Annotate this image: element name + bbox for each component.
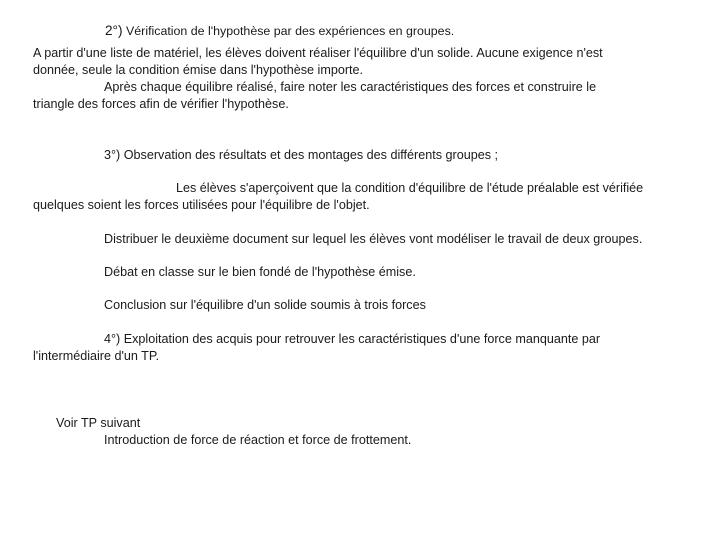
voir-tp-suivant: Voir TP suivant	[56, 416, 141, 430]
introduction-forces: Introduction de force de réaction et force de frottement.	[104, 433, 412, 447]
section-3-paragraph-3: Débat en classe sur le bien fondé de l'hypothèse émise.	[104, 265, 416, 279]
section-3-paragraph-4: Conclusion sur l'équilibre d'un solide soumis à trois forces	[104, 298, 426, 312]
section-2-paragraph-2-line-2: triangle des forces afin de vérifier l'hypothèse.	[33, 97, 289, 111]
section-2-paragraph-1-line-2: donnée, seule la condition émise dans l'hypothèse importe.	[33, 63, 364, 77]
section-3-paragraph-1-line-2: quelques soient les forces utilisées pour l'équilibre de l'objet.	[33, 198, 370, 212]
section-2-paragraph-2-line-1: Après chaque équilibre réalisé, faire noter les caractéristiques des forces et construire le	[104, 80, 597, 94]
section-3-paragraph-2: Distribuer le deuxième document sur lequel les élèves vont modéliser le travail de deux groupes.	[104, 232, 643, 246]
section-4-heading-line-2: l'intermédiaire d'un TP.	[33, 349, 160, 363]
section-3-heading: 3°) Observation des résultats et des montages des différents groupes ;	[104, 148, 499, 162]
section-3-paragraph-1-line-1: Les élèves s'aperçoivent que la condition d'équilibre de l'étude préalable est vérifiée	[176, 181, 644, 195]
section-2-heading	[105, 23, 454, 40]
section-4-heading-line-1: 4°) Exploitation des acquis pour retrouver les caractéristiques d'une force manquante par	[104, 332, 601, 346]
section-2-title: Vérification de l'hypothèse par des expériences en groupes.	[126, 24, 455, 38]
section-2-number: 2°)	[105, 23, 123, 38]
section-2-paragraph-1-line-1: A partir d'une liste de matériel, les élèves doivent réaliser l'équilibre d'un solide. Aucune exigence n'est	[33, 46, 603, 60]
